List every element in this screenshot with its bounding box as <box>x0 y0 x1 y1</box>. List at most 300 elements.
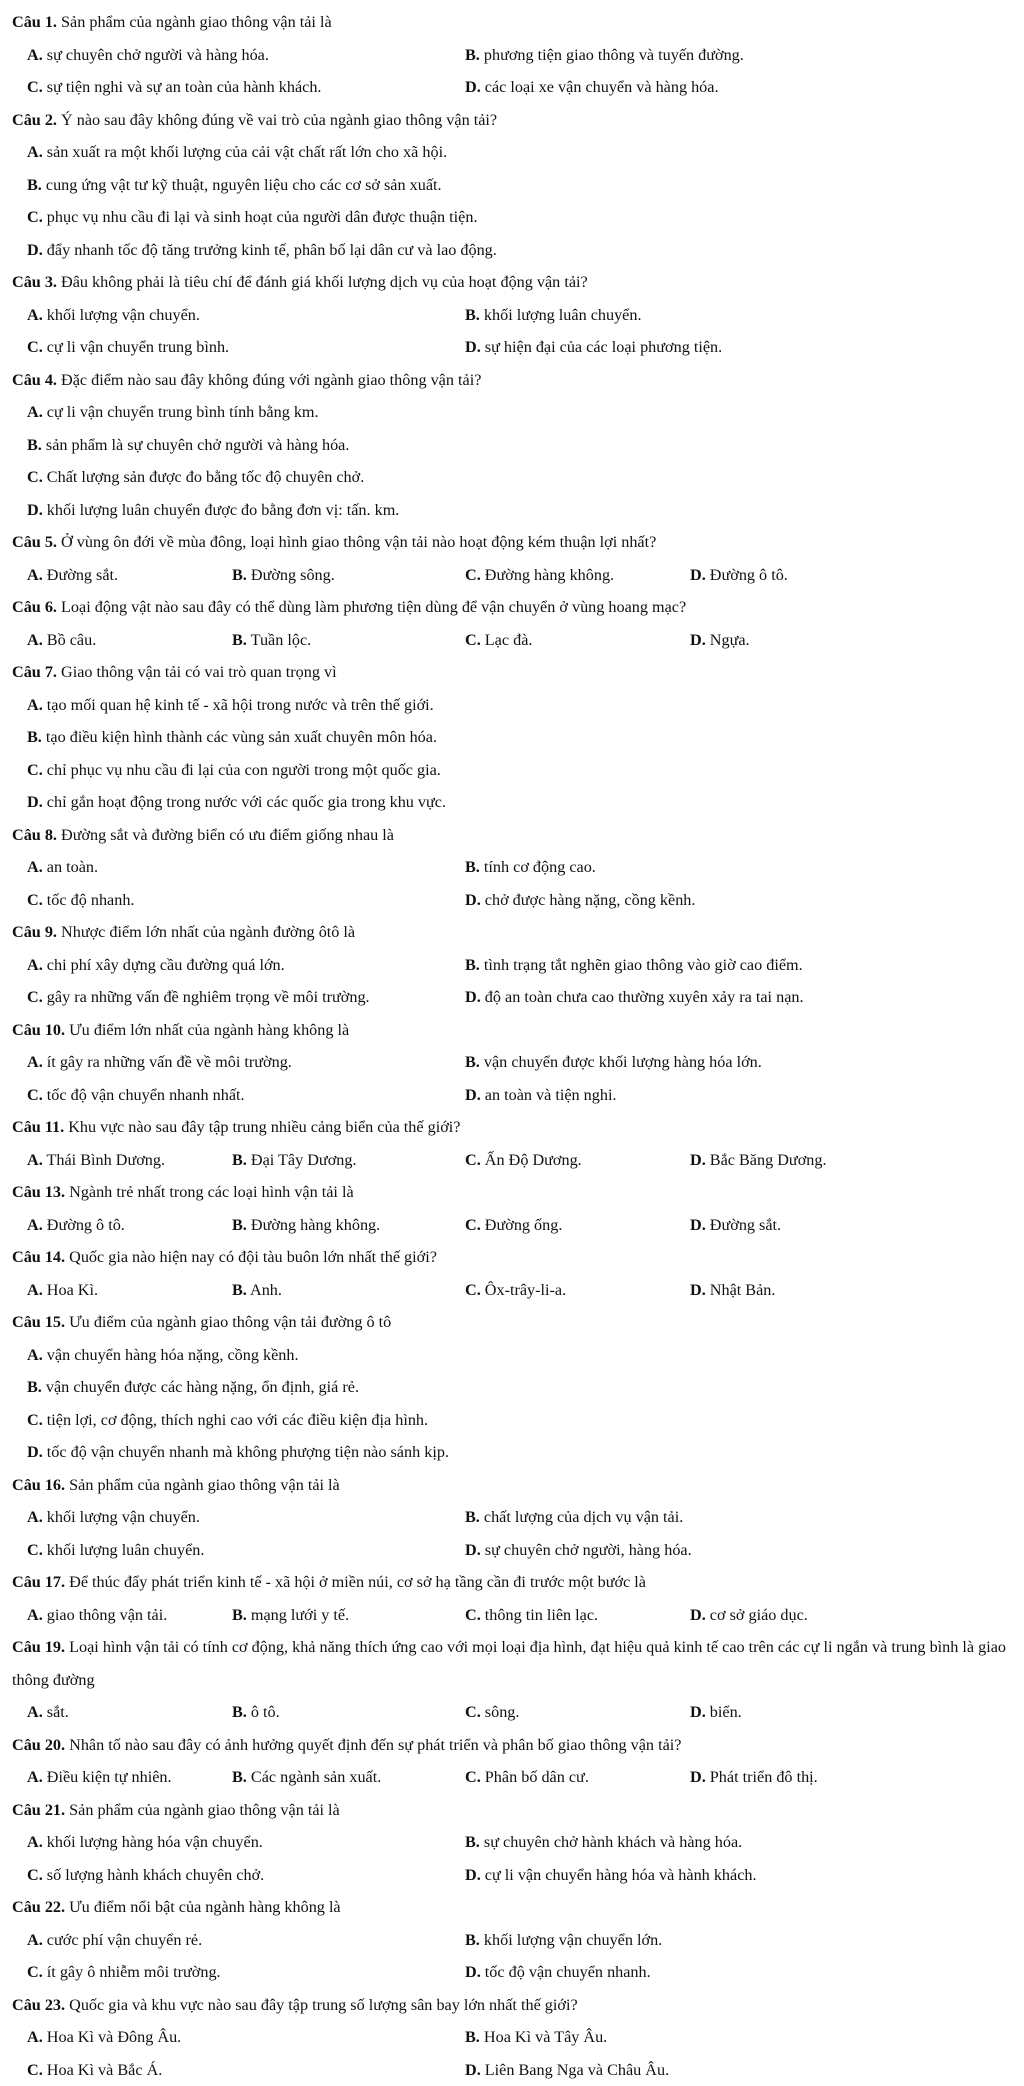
answer-option <box>0 461 364 494</box>
answer-option <box>465 884 695 917</box>
option-text: Lạc đà. <box>485 631 533 649</box>
option-row <box>0 396 1024 429</box>
question-stem <box>0 656 1024 689</box>
option-letter: C. <box>465 1216 481 1234</box>
option-letter: C. <box>27 1086 43 1104</box>
answer-option <box>0 1956 465 1989</box>
option-row <box>0 299 1024 332</box>
option-row <box>0 559 1024 592</box>
question-text: Sản phẩm của ngành giao thông vận tải là <box>69 1801 340 1819</box>
option-text: sự chuyên chở người, hàng hóa. <box>485 1541 692 1559</box>
option-letter: C. <box>27 208 43 226</box>
option-row <box>0 2021 1024 2054</box>
question-stem <box>0 916 1024 949</box>
option-row <box>0 39 1024 72</box>
option-letter: C. <box>465 1768 481 1786</box>
option-letter: B. <box>232 1281 247 1299</box>
option-text: ít gây ô nhiễm môi trường. <box>47 1963 221 1981</box>
question-block <box>0 1631 1024 1729</box>
answer-option <box>465 1696 690 1729</box>
option-text: tốc độ vận chuyển nhanh nhất. <box>47 1086 245 1104</box>
answer-option <box>0 624 232 657</box>
question-number: Câu 16. <box>12 1476 65 1494</box>
answer-option <box>690 1761 818 1794</box>
option-row <box>0 786 1024 819</box>
answer-option <box>465 1534 692 1567</box>
answer-option <box>0 1436 449 1469</box>
option-text: khối lượng hàng hóa vận chuyển. <box>47 1833 263 1851</box>
option-text: tốc độ vận chuyển nhanh mà không phượng tiện nào sánh kịp. <box>47 1443 449 1461</box>
option-text: Nhật Bản. <box>710 1281 776 1299</box>
option-letter: D. <box>690 1606 706 1624</box>
question-text: Ưu điểm nổi bật của ngành hàng không là <box>69 1898 341 1916</box>
answer-option <box>0 1924 465 1957</box>
answer-option <box>465 2021 607 2054</box>
option-letter: A. <box>27 1346 43 1364</box>
option-letter: B. <box>465 1833 480 1851</box>
option-letter: A. <box>27 1216 43 1234</box>
option-letter: D. <box>465 338 481 356</box>
answer-option <box>0 851 465 884</box>
answer-option <box>465 1761 690 1794</box>
option-letter: D. <box>690 1151 706 1169</box>
option-text: vận chuyển được các hàng nặng, ổn định, giá rẻ. <box>46 1378 359 1396</box>
option-text: Hoa Kì và Tây Âu. <box>484 2028 607 2046</box>
option-text: Đường sông. <box>251 566 335 584</box>
question-block <box>0 266 1024 364</box>
option-letter: A. <box>27 2028 43 2046</box>
option-letter: A. <box>27 1053 43 1071</box>
option-row <box>0 2054 1024 2086</box>
option-letter: D. <box>465 78 481 96</box>
question-text: Quốc gia nào hiện nay có đội tàu buôn lớn nhất thế giới? <box>69 1248 437 1266</box>
option-text: sản xuất ra một khối lượng của cải vật chất rất lớn cho xã hội. <box>47 143 447 161</box>
question-text: Loại động vật nào sau đây có thể dùng làm phương tiện dùng để vận chuyển ở vùng hoang mạc? <box>61 598 686 616</box>
answer-option <box>690 1209 781 1242</box>
answer-option <box>232 1599 465 1632</box>
answer-option <box>0 884 465 917</box>
option-text: an toàn. <box>47 858 98 876</box>
question-text: Ưu điểm của ngành giao thông vận tải đường ô tô <box>69 1313 391 1331</box>
answer-option <box>690 1144 827 1177</box>
question-block <box>0 916 1024 1014</box>
question-block <box>0 1729 1024 1794</box>
option-letter: B. <box>465 306 480 324</box>
option-letter: B. <box>232 631 247 649</box>
question-text: Sản phẩm của ngành giao thông vận tải là <box>61 13 332 31</box>
option-text: chất lượng của dịch vụ vận tải. <box>484 1508 683 1526</box>
answer-option <box>0 1404 428 1437</box>
option-letter: B. <box>27 436 42 454</box>
option-row <box>0 1956 1024 1989</box>
question-text: Ưu điểm lớn nhất của ngành hàng không là <box>69 1021 349 1039</box>
answer-option <box>0 1826 465 1859</box>
option-letter: D. <box>27 1443 43 1461</box>
option-text: Phát triển đô thị. <box>710 1768 818 1786</box>
answer-option <box>0 1534 465 1567</box>
option-letter: A. <box>27 858 43 876</box>
question-number: Câu 9. <box>12 923 57 941</box>
question-text: Để thúc đẩy phát triển kinh tế - xã hội ở miền núi, cơ sở hạ tầng cần đi trước một bước là <box>69 1573 646 1591</box>
option-text: Đại Tây Dương. <box>251 1151 357 1169</box>
question-number: Câu 10. <box>12 1021 65 1039</box>
answer-option <box>465 1501 683 1534</box>
option-letter: D. <box>465 1963 481 1981</box>
option-letter: C. <box>465 1606 481 1624</box>
question-block <box>0 1566 1024 1631</box>
option-letter: B. <box>232 1703 247 1721</box>
option-letter: A. <box>27 1606 43 1624</box>
answer-option <box>465 559 690 592</box>
option-text: Ấn Độ Dương. <box>485 1151 582 1169</box>
option-text: sự hiện đại của các loại phương tiện. <box>485 338 722 356</box>
option-text: Hoa Kì và Bắc Á. <box>47 2061 163 2079</box>
question-block <box>0 104 1024 267</box>
answer-option <box>465 981 804 1014</box>
question-text: Nhân tố nào sau đây có ảnh hưởng quyết định đến sự phát triển và phân bố giao thông vận tải? <box>69 1736 681 1754</box>
option-text: cự li vận chuyển hàng hóa và hành khách. <box>485 1866 757 1884</box>
option-row <box>0 624 1024 657</box>
option-row <box>0 331 1024 364</box>
question-text: Đặc điểm nào sau đây không đúng với ngành giao thông vận tải? <box>61 371 481 389</box>
answer-option <box>0 396 319 429</box>
question-text: Ý nào sau đây không đúng về vai trò của ngành giao thông vận tải? <box>61 111 497 129</box>
question-block <box>0 819 1024 917</box>
question-stem <box>0 104 1024 137</box>
question-block <box>0 364 1024 527</box>
option-letter: B. <box>465 956 480 974</box>
option-row <box>0 1696 1024 1729</box>
option-letter: C. <box>465 631 481 649</box>
answer-option <box>232 1696 465 1729</box>
option-text: ô tô. <box>251 1703 280 1721</box>
question-block <box>0 526 1024 591</box>
question-stem <box>0 1794 1024 1827</box>
question-number: Câu 3. <box>12 273 57 291</box>
answer-option <box>465 1209 690 1242</box>
option-row <box>0 234 1024 267</box>
option-letter: D. <box>690 566 706 584</box>
option-text: tạo điều kiện hình thành các vùng sản xuất chuyên môn hóa. <box>46 728 437 746</box>
option-letter: B. <box>232 1151 247 1169</box>
option-text: khối lượng vận chuyển. <box>47 1508 200 1526</box>
option-text: cự li vận chuyển trung bình. <box>47 338 229 356</box>
question-text: Khu vực nào sau đây tập trung nhiều cảng biển của thế giới? <box>68 1118 460 1136</box>
option-letter: D. <box>27 793 43 811</box>
option-row <box>0 429 1024 462</box>
answer-option <box>465 1599 690 1632</box>
option-text: cung ứng vật tư kỹ thuật, nguyên liệu cho các cơ sở sản xuất. <box>46 176 442 194</box>
option-row <box>0 136 1024 169</box>
option-text: độ an toàn chưa cao thường xuyên xảy ra tai nạn. <box>485 988 804 1006</box>
answer-option <box>232 624 465 657</box>
answer-option <box>0 786 446 819</box>
answer-option <box>232 1274 465 1307</box>
answer-option <box>0 136 447 169</box>
question-block <box>0 1306 1024 1469</box>
question-text: Sản phẩm của ngành giao thông vận tải là <box>69 1476 340 1494</box>
answer-option <box>0 71 465 104</box>
option-letter: C. <box>465 1151 481 1169</box>
option-text: sản phẩm là sự chuyên chở người và hàng hóa. <box>46 436 349 454</box>
answer-option <box>465 949 803 982</box>
answer-option <box>0 1144 232 1177</box>
option-text: Đường sắt. <box>710 1216 781 1234</box>
question-stem <box>0 819 1024 852</box>
option-text: an toàn và tiện nghi. <box>485 1086 617 1104</box>
option-text: các loại xe vận chuyển và hàng hóa. <box>485 78 719 96</box>
option-letter: C. <box>27 78 43 96</box>
option-text: vận chuyển hàng hóa nặng, cồng kềnh. <box>47 1346 299 1364</box>
option-row <box>0 1404 1024 1437</box>
answer-option <box>690 559 788 592</box>
question-number: Câu 4. <box>12 371 57 389</box>
answer-option <box>690 1599 808 1632</box>
question-stem <box>0 6 1024 39</box>
question-number: Câu 23. <box>12 1996 65 2014</box>
option-letter: D. <box>690 631 706 649</box>
option-letter: C. <box>27 1963 43 1981</box>
question-number: Câu 8. <box>12 826 57 844</box>
option-letter: B. <box>27 728 42 746</box>
answer-option <box>465 624 690 657</box>
question-stem <box>0 591 1024 624</box>
option-text: chi phí xây dựng cầu đường quá lớn. <box>47 956 285 974</box>
option-text: Ôx-trây-li-a. <box>485 1281 566 1299</box>
question-stem <box>0 1014 1024 1047</box>
option-row <box>0 494 1024 527</box>
answer-option <box>0 949 465 982</box>
answer-option <box>0 201 478 234</box>
option-text: phục vụ nhu cầu đi lại và sinh hoạt của người dân được thuận tiện. <box>47 208 478 226</box>
option-letter: A. <box>27 566 43 584</box>
option-row <box>0 981 1024 1014</box>
answer-option <box>465 1826 742 1859</box>
answer-option <box>465 1046 762 1079</box>
option-letter: B. <box>465 1053 480 1071</box>
option-text: Phân bố dân cư. <box>485 1768 589 1786</box>
option-row <box>0 1144 1024 1177</box>
question-number: Câu 11. <box>12 1118 64 1136</box>
answer-option <box>0 39 465 72</box>
answer-option <box>0 689 434 722</box>
option-text: cước phí vận chuyển rẻ. <box>47 1931 202 1949</box>
question-text: Đường sắt và đường biển có ưu điểm giống nhau là <box>61 826 394 844</box>
option-text: sự tiện nghi và sự an toàn của hành khách. <box>47 78 322 96</box>
option-text: Hoa Kì. <box>47 1281 98 1299</box>
question-block <box>0 591 1024 656</box>
option-text: Thái Bình Dương. <box>47 1151 166 1169</box>
option-row <box>0 1436 1024 1469</box>
option-text: tốc độ vận chuyển nhanh. <box>485 1963 651 1981</box>
option-text: sự chuyên chở người và hàng hóa. <box>47 46 269 64</box>
answer-option <box>465 39 744 72</box>
answer-option <box>0 429 349 462</box>
answer-option <box>0 1274 232 1307</box>
question-block <box>0 1241 1024 1306</box>
option-text: Đường sắt. <box>47 566 118 584</box>
option-row <box>0 884 1024 917</box>
option-text: số lượng hành khách chuyên chở. <box>47 1866 264 1884</box>
answer-option <box>0 1079 465 1112</box>
option-text: tính cơ động cao. <box>484 858 596 876</box>
option-letter: B. <box>465 46 480 64</box>
question-block <box>0 1111 1024 1176</box>
option-text: đẩy nhanh tốc độ tăng trưởng kinh tế, phân bố lại dân cư và lao động. <box>47 241 497 259</box>
option-letter: C. <box>27 338 43 356</box>
option-text: vận chuyển được khối lượng hàng hóa lớn. <box>484 1053 762 1071</box>
question-stem <box>0 1989 1024 2022</box>
answer-option <box>0 1859 465 1892</box>
option-letter: C. <box>27 891 43 909</box>
option-letter: D. <box>27 241 43 259</box>
question-block <box>0 1794 1024 1892</box>
answer-option <box>0 1371 359 1404</box>
question-number: Câu 13. <box>12 1183 65 1201</box>
option-letter: D. <box>690 1281 706 1299</box>
answer-option <box>690 1696 742 1729</box>
answer-option <box>0 1501 465 1534</box>
option-letter: B. <box>465 1508 480 1526</box>
option-letter: A. <box>27 1508 43 1526</box>
question-stem <box>0 1631 1022 1696</box>
option-letter: A. <box>27 403 43 421</box>
option-text: phương tiện giao thông và tuyến đường. <box>484 46 744 64</box>
option-letter: A. <box>27 1768 43 1786</box>
option-letter: C. <box>465 1703 481 1721</box>
option-text: giao thông vận tải. <box>47 1606 167 1624</box>
option-letter: B. <box>232 1768 247 1786</box>
option-row <box>0 754 1024 787</box>
option-row <box>0 1599 1024 1632</box>
question-number: Câu 22. <box>12 1898 65 1916</box>
option-text: khối lượng luân chuyển. <box>47 1541 205 1559</box>
option-row <box>0 1274 1024 1307</box>
answer-option <box>465 1924 662 1957</box>
option-row <box>0 1046 1024 1079</box>
option-row <box>0 1501 1024 1534</box>
option-letter: D. <box>690 1703 706 1721</box>
answer-option <box>0 1761 232 1794</box>
option-text: Chất lượng sản được đo bằng tốc độ chuyên chở. <box>47 468 364 486</box>
option-text: chỉ gắn hoạt động trong nước với các quốc gia trong khu vực. <box>47 793 446 811</box>
answer-option <box>0 754 441 787</box>
option-letter: D. <box>465 2061 481 2079</box>
option-letter: D. <box>465 988 481 1006</box>
option-letter: C. <box>465 1281 481 1299</box>
answer-option <box>465 1956 651 1989</box>
option-text: chở được hàng nặng, cồng kềnh. <box>485 891 696 909</box>
option-row <box>0 689 1024 722</box>
question-text: Ở vùng ôn đới về mùa đông, loại hình giao thông vận tải nào hoạt động kém thuận lợi nhất? <box>61 533 656 551</box>
question-block <box>0 1176 1024 1241</box>
option-text: tình trạng tắt nghẽn giao thông vào giờ cao điểm. <box>484 956 803 974</box>
option-text: Liên Bang Nga và Châu Âu. <box>485 2061 669 2079</box>
option-text: Đường ô tô. <box>47 1216 125 1234</box>
option-letter: C. <box>27 2061 43 2079</box>
option-text: cơ sở giáo dục. <box>710 1606 808 1624</box>
question-number: Câu 15. <box>12 1313 65 1331</box>
option-letter: A. <box>27 696 43 714</box>
option-row <box>0 1079 1024 1112</box>
option-letter: C. <box>27 1866 43 1884</box>
option-text: cự li vận chuyển trung bình tính bằng km. <box>47 403 319 421</box>
option-letter: A. <box>27 956 43 974</box>
question-block <box>0 1469 1024 1567</box>
question-number: Câu 7. <box>12 663 57 681</box>
question-stem <box>0 1241 1024 1274</box>
option-letter: A. <box>27 1281 43 1299</box>
option-text: gây ra những vấn đề nghiêm trọng về môi trường. <box>47 988 370 1006</box>
question-block <box>0 656 1024 819</box>
option-text: tiện lợi, cơ động, thích nghi cao với các điều kiện địa hình. <box>47 1411 428 1429</box>
answer-option <box>0 2021 465 2054</box>
option-letter: B. <box>465 858 480 876</box>
option-text: Bắc Băng Dương. <box>710 1151 827 1169</box>
option-letter: A. <box>27 1151 43 1169</box>
question-number: Câu 20. <box>12 1736 65 1754</box>
option-row <box>0 1761 1024 1794</box>
option-row <box>0 201 1024 234</box>
question-text: Nhược điểm lớn nhất của ngành đường ôtô là <box>61 923 355 941</box>
option-text: Đường ống. <box>485 1216 563 1234</box>
question-number: Câu 5. <box>12 533 57 551</box>
answer-option <box>465 851 596 884</box>
answer-option <box>0 331 465 364</box>
option-text: khối lượng luân chuyển. <box>484 306 642 324</box>
answer-option <box>232 1761 465 1794</box>
option-row <box>0 1924 1024 1957</box>
answer-option <box>465 2054 669 2086</box>
answer-option <box>465 1079 617 1112</box>
question-stem <box>0 266 1024 299</box>
question-stem <box>0 1729 1024 1762</box>
option-letter: D. <box>690 1768 706 1786</box>
answer-option <box>0 1696 232 1729</box>
answer-option <box>0 721 437 754</box>
option-text: tạo mối quan hệ kinh tế - xã hội trong nước và trên thế giới. <box>47 696 434 714</box>
option-letter: A. <box>27 46 43 64</box>
question-block <box>0 6 1024 104</box>
answer-option <box>690 624 750 657</box>
option-letter: A. <box>27 306 43 324</box>
option-text: Điều kiện tự nhiên. <box>47 1768 172 1786</box>
question-stem <box>0 1566 1024 1599</box>
question-stem <box>0 526 1024 559</box>
option-text: khối lượng luân chuyển được đo bằng đơn vị: tấn. km. <box>47 501 400 519</box>
question-stem <box>0 1111 1024 1144</box>
option-letter: A. <box>27 631 43 649</box>
answer-option <box>0 1209 232 1242</box>
answer-option <box>0 2054 465 2086</box>
answer-option <box>0 981 465 1014</box>
question-number: Câu 1. <box>12 13 57 31</box>
answer-option <box>0 1599 232 1632</box>
option-text: Đường ô tô. <box>710 566 788 584</box>
option-letter: A. <box>27 1931 43 1949</box>
question-stem <box>0 1469 1024 1502</box>
answer-option <box>465 1274 690 1307</box>
option-row <box>0 1339 1024 1372</box>
option-letter: C. <box>27 1541 43 1559</box>
answer-option <box>232 1209 465 1242</box>
option-letter: B. <box>465 2028 480 2046</box>
answer-option <box>0 494 399 527</box>
option-text: khối lượng vận chuyển lớn. <box>484 1931 662 1949</box>
answer-option <box>232 559 465 592</box>
answer-option <box>232 1144 465 1177</box>
question-text: Đâu không phải là tiêu chí để đánh giá khối lượng dịch vụ của hoạt động vận tải? <box>61 273 588 291</box>
